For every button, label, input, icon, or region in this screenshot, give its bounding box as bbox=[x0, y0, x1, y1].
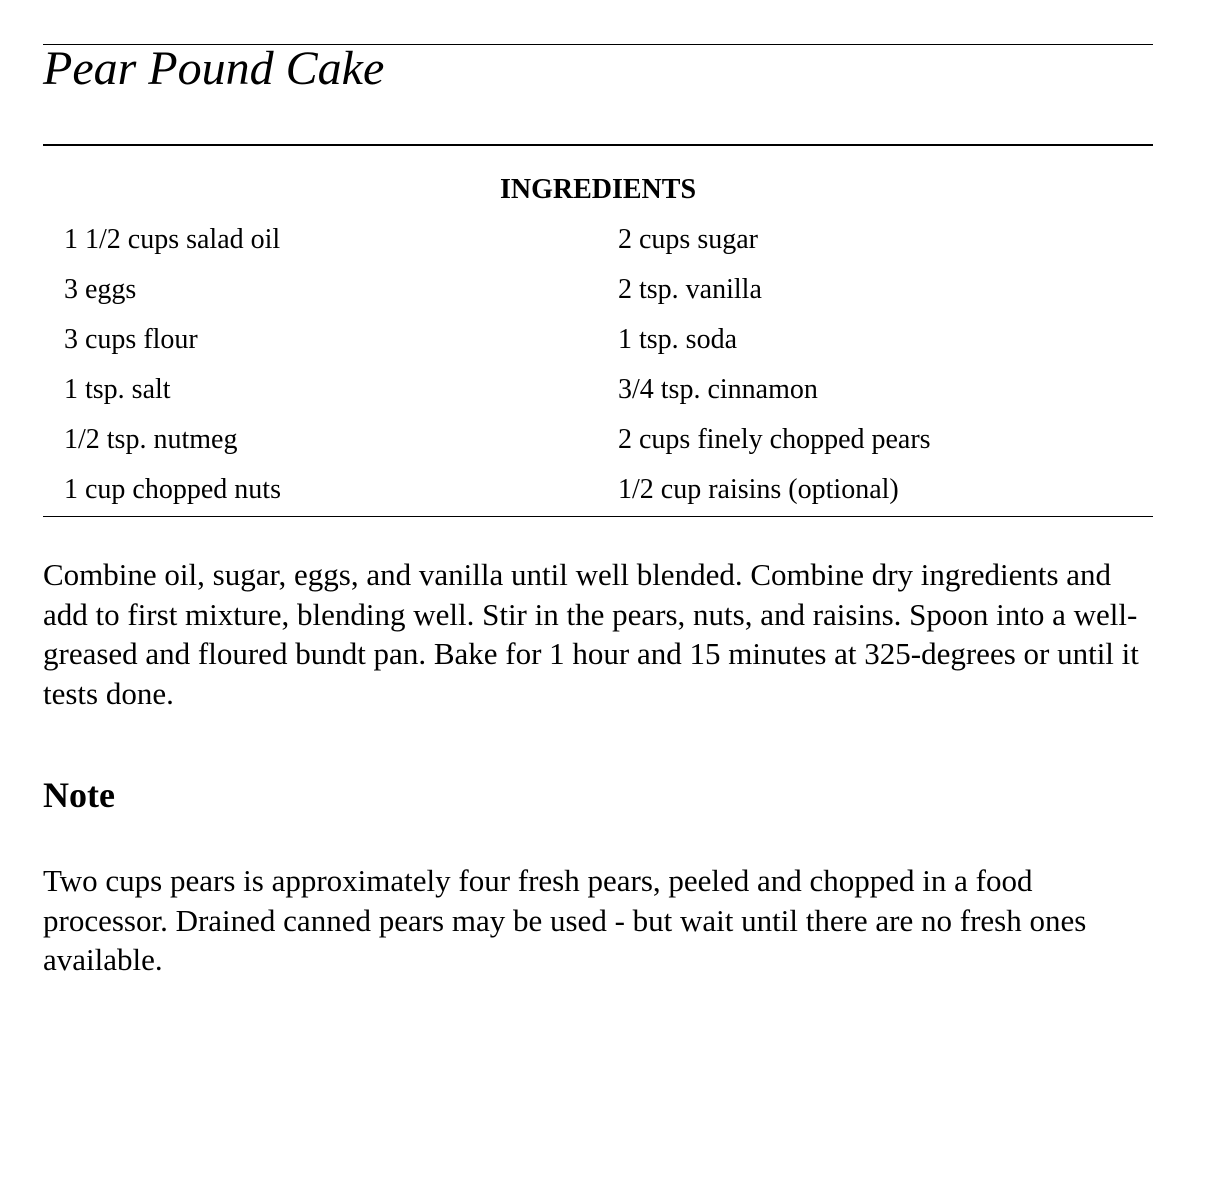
ingredient-item: 1 cup chopped nuts bbox=[64, 474, 281, 505]
ingredient-item: 2 tsp. vanilla bbox=[618, 274, 762, 305]
note-heading: Note bbox=[43, 775, 115, 815]
ingredient-row bbox=[43, 466, 1153, 516]
title-divider bbox=[43, 144, 1153, 146]
ingredient-row bbox=[43, 366, 1153, 416]
directions-text: Combine oil, sugar, eggs, and vanilla until well blended. Combine dry ingredients and add to first mixture, blending well. Stir in the pears, nuts, and raisins. Spoon into a well-greased and floured bundt pan. Bake for 1 hour and 15 minutes at 325-degrees or until it tests done. bbox=[43, 557, 1139, 711]
ingredient-item: 3 cups flour bbox=[64, 324, 198, 355]
ingredient-item: 1 1/2 cups salad oil bbox=[64, 224, 281, 255]
ingredient-item: 3/4 tsp. cinnamon bbox=[618, 374, 818, 405]
ingredients-list bbox=[43, 216, 1153, 516]
ingredient-item: 1 tsp. salt bbox=[64, 374, 171, 405]
ingredient-item: 1 tsp. soda bbox=[618, 324, 737, 355]
ingredient-row bbox=[43, 416, 1153, 466]
recipe-title: Pear Pound Cake bbox=[43, 42, 385, 95]
ingredient-row bbox=[43, 266, 1153, 316]
ingredients-heading: INGREDIENTS bbox=[499, 174, 697, 205]
ingredients-divider bbox=[43, 516, 1153, 517]
ingredient-item: 1/2 tsp. nutmeg bbox=[64, 424, 238, 455]
ingredient-row bbox=[43, 216, 1153, 266]
ingredient-item: 2 cups finely chopped pears bbox=[618, 424, 931, 455]
ingredient-item: 3 eggs bbox=[64, 274, 137, 305]
note-text: Two cups pears is approximately four fresh pears, peeled and chopped in a food processor. Drained canned pears may be used - but wait until there are no fresh ones available. bbox=[43, 863, 1087, 977]
ingredient-item: 1/2 cup raisins (optional) bbox=[618, 474, 899, 505]
ingredient-row bbox=[43, 316, 1153, 366]
ingredient-item: 2 cups sugar bbox=[618, 224, 758, 255]
